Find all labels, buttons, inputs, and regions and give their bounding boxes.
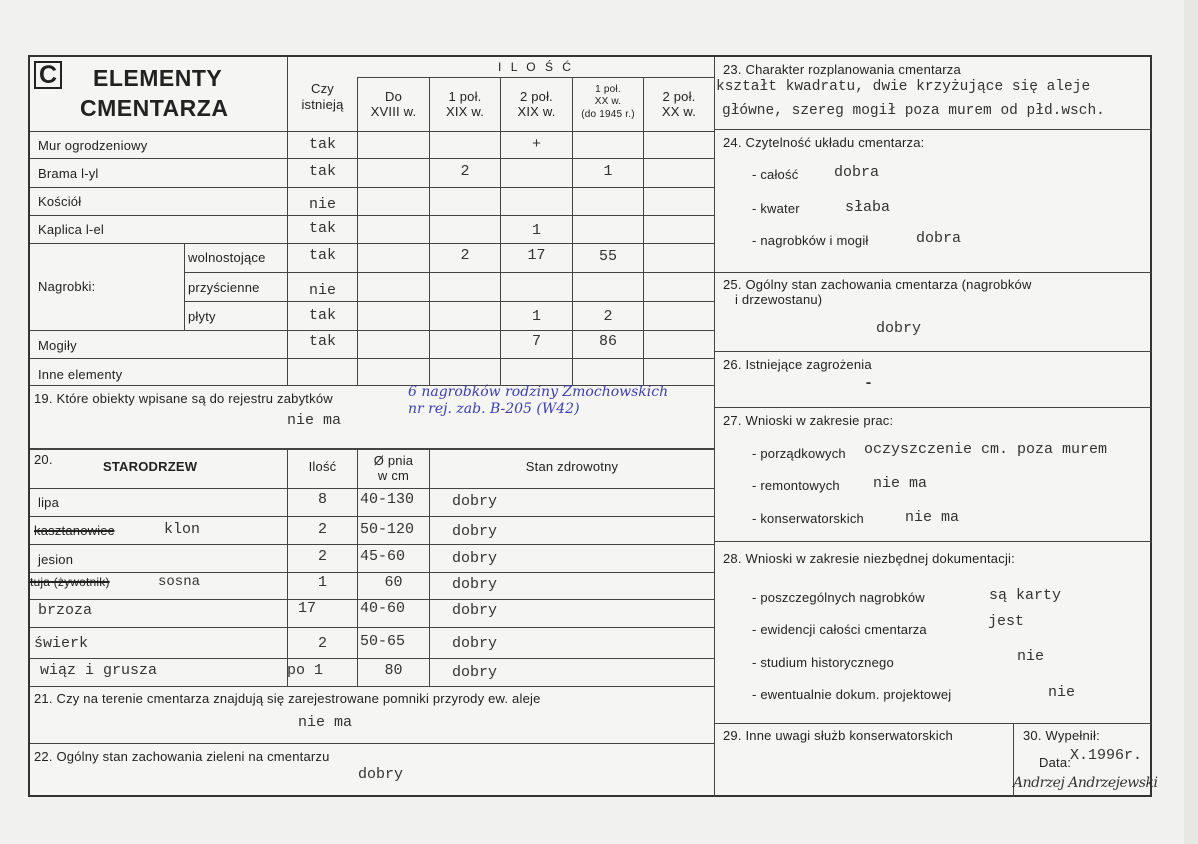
header-istnieja: istnieją (301, 97, 344, 112)
grid-line (30, 544, 714, 545)
s29-label: 29. Inne uwagi służb konserwatorskich (723, 728, 953, 743)
wolnostojace-count: 17 (527, 247, 546, 264)
s20-col-stan: Stan zdrowotny (525, 459, 619, 474)
grid-line (30, 215, 714, 216)
tree-name-typed: sosna (158, 574, 201, 590)
grid-line (30, 330, 714, 331)
s21-label: 21. Czy na terenie cmentarza znajdują się zarejestrowane pomniki przyrody ew. aleje (34, 691, 541, 706)
tree-count: 2 (317, 521, 327, 538)
period-label: 2 poł. (519, 89, 553, 104)
grid-line (30, 131, 714, 132)
grid-line (714, 351, 1152, 352)
grid-line (184, 301, 714, 302)
tree-diameter: 40-130 (360, 491, 415, 508)
s25-label: 25. Ogólny stan zachowania cmentarza (nagrobków (723, 277, 1032, 292)
s24-item-label: - całość (752, 167, 799, 182)
title-line-1: ELEMENTY (93, 65, 223, 91)
plyty-count: 1 (531, 308, 541, 325)
s24-item-label: - kwater (752, 201, 800, 216)
grid-line (714, 723, 1152, 724)
s24-item-label: - nagrobków i mogił (752, 233, 869, 248)
plyty-count: 2 (603, 308, 613, 325)
grid-line (30, 358, 714, 359)
grid-line (30, 187, 714, 188)
s27-item-label: - porządkowych (752, 446, 846, 461)
row-label-inne: Inne elementy (38, 367, 123, 382)
tree-diameter: 50-65 (360, 633, 406, 650)
s30-date: X.1996r. (1070, 747, 1143, 764)
s20-col-pnia: Ø pnia (373, 453, 414, 468)
tree-diameter: 50-120 (360, 521, 415, 538)
grid-line (714, 541, 1152, 542)
grid-line (30, 158, 714, 159)
grid-line (357, 77, 358, 385)
grid-line (714, 407, 1152, 408)
tree-count: 2 (317, 635, 327, 652)
tree-count: 1 (317, 574, 327, 591)
tree-state: dobry (452, 493, 498, 510)
grid-line (30, 658, 714, 659)
period-label: 2 poł. (662, 89, 696, 104)
s23-line1: kształt kwadratu, dwie krzyżujące się aleje (716, 79, 1091, 95)
period-label: XIX w. (445, 104, 485, 119)
plyty-exists: tak (308, 307, 336, 324)
period-label: 1 poł. (448, 89, 482, 104)
s26-value: - (864, 375, 874, 392)
s28-item-label: - ewentualnie dokum. projektowej (752, 687, 952, 702)
s25-value: dobry (876, 320, 922, 337)
grid-line (30, 572, 714, 573)
s19-value: nie ma (287, 412, 342, 429)
tree-diameter: 45-60 (360, 548, 406, 565)
title-line-2: CMENTARZA (80, 95, 229, 121)
tree-diameter: 40-60 (360, 600, 406, 617)
s28-item-value: są karty (989, 587, 1062, 604)
s24-item-value: dobra (916, 230, 962, 247)
tree-count: 8 (317, 491, 327, 508)
s19-handwritten-line1: 6 nagrobków rodziny Zmochowskich (408, 384, 669, 400)
s27-item-value: oczyszczenie cm. poza murem (864, 441, 1108, 458)
tree-diameter: 80 (384, 662, 403, 679)
tree-name: świerk (34, 635, 89, 652)
grid-line (184, 243, 185, 330)
period-label: (do 1945 r.) (581, 109, 635, 120)
s23-line2: główne, szereg mogił poza murem od płd.wsch. (722, 103, 1105, 119)
s19-label: 19. Które obiekty wpisane są do rejestru zabytków (34, 391, 333, 406)
s20-number: 20. (34, 452, 53, 467)
s21-value: nie ma (298, 714, 353, 731)
header-ilosc: I L O Ś Ć (498, 60, 574, 74)
row-label-nagrobki: Nagrobki: (38, 279, 96, 294)
grid-line (714, 129, 1152, 130)
row-label-mogily: Mogiły (38, 338, 77, 353)
tree-name-struck: kasztanowiec (34, 523, 115, 538)
wolnostojace-exists: tak (308, 247, 336, 264)
tree-name-struck: tuja (żywotnik) (30, 575, 110, 589)
przyscienne-exists: nie (308, 282, 336, 299)
s22-value: dobry (358, 766, 404, 783)
period-label: Do (384, 89, 403, 104)
page-edge (1184, 0, 1198, 844)
s26-label: 26. Istniejące zagrożenia (723, 357, 872, 372)
grid-line (30, 243, 714, 244)
kosciol-exists: nie (308, 196, 336, 213)
grid-line (184, 272, 714, 273)
grid-line (30, 627, 714, 628)
tree-diameter: 60 (384, 574, 403, 591)
grid-line (30, 448, 714, 450)
s27-item-value: nie ma (905, 509, 960, 526)
wolnostojace-count: 2 (460, 247, 470, 264)
tree-state: dobry (452, 664, 498, 681)
s19-handwritten-line2: nr rej. zab. B-205 (W42) (408, 401, 580, 417)
grid-line (429, 448, 430, 686)
row-label-przyscienne: przyścienne (188, 280, 260, 295)
record-card (28, 55, 1158, 797)
mur-count: + (531, 136, 541, 153)
s23-label: 23. Charakter rozplanowania cmentarza (723, 62, 961, 77)
kaplica-count: 1 (531, 222, 541, 239)
s22-label: 22. Ogólny stan zachowania zieleni na cmentarzu (34, 749, 330, 764)
period-label: XX w. (661, 104, 697, 119)
s28-item-value: jest (988, 613, 1025, 630)
row-label-mur: Mur ogrodzeniowy (38, 138, 148, 153)
tree-name: wiąz i grusza (40, 662, 158, 679)
s30-label: 30. Wypełnił: (1023, 728, 1100, 743)
grid-line (357, 77, 714, 78)
row-label-kosciol: Kościół (38, 194, 82, 209)
signature: Andrzej Andrzejewski (1013, 775, 1158, 791)
mogily-count: 86 (598, 333, 617, 350)
s28-item-value: nie (1017, 648, 1045, 665)
section-letter-logo: C (34, 61, 62, 89)
header-czy: Czy (311, 81, 334, 96)
s24-item-value: dobra (834, 164, 880, 181)
tree-state: dobry (452, 523, 498, 540)
s27-item-label: - remontowych (752, 478, 840, 493)
tree-state: dobry (452, 576, 498, 593)
s28-label: 28. Wnioski w zakresie niezbędnej dokumentacji: (723, 551, 1015, 566)
row-label-plyty: płyty (188, 309, 216, 324)
tree-name: jesion (38, 552, 74, 567)
tree-count: 2 (317, 548, 327, 565)
s20-col-ilosc: Ilość (308, 459, 337, 474)
s27-item-value: nie ma (873, 475, 928, 492)
s24-item-value: słaba (845, 199, 891, 216)
row-label-brama: Brama l-yl (38, 166, 99, 181)
s20-col-pnia: w cm (377, 468, 410, 483)
s20-title: STARODRZEW (103, 459, 198, 474)
s27-item-label: - konserwatorskich (752, 511, 864, 526)
tree-count: po 1 (287, 662, 324, 679)
mogily-count: 7 (531, 333, 541, 350)
s28-item-value: nie (1048, 684, 1076, 701)
grid-line (30, 686, 714, 687)
row-label-kaplica: Kaplica l-el (38, 222, 104, 237)
tree-name: brzoza (38, 602, 93, 619)
s25-label-line2: i drzewostanu) (735, 292, 823, 307)
brama-exists: tak (308, 163, 336, 180)
s24-label: 24. Czytelność układu cmentarza: (723, 135, 925, 150)
kaplica-exists: tak (308, 220, 336, 237)
row-label-wolnostojace: wolnostojące (188, 250, 266, 265)
grid-line (429, 77, 430, 385)
brama-count: 2 (460, 163, 470, 180)
grid-line (30, 743, 714, 744)
period-label: XVIII w. (370, 104, 417, 119)
tree-name-typed: klon (164, 521, 201, 538)
s28-item-label: - studium historycznego (752, 655, 894, 670)
grid-line (643, 77, 644, 385)
grid-line (714, 272, 1152, 273)
brama-count: 1 (603, 163, 613, 180)
s28-item-label: - poszczególnych nagrobków (752, 590, 925, 605)
grid-line (714, 57, 715, 797)
s28-item-label: - ewidencji całości cmentarza (752, 622, 927, 637)
period-label: 1 poł. (595, 84, 621, 95)
grid-line (30, 516, 714, 517)
period-label: XX w. (594, 96, 622, 107)
tree-state: dobry (452, 602, 498, 619)
s30-data-label: Data: (1039, 755, 1072, 770)
wolnostojace-count: 55 (598, 248, 617, 265)
grid-line (357, 448, 358, 686)
tree-name: lipa (38, 495, 60, 510)
mogily-exists: tak (308, 333, 336, 350)
s27-label: 27. Wnioski w zakresie prac: (723, 413, 894, 428)
tree-state: dobry (452, 550, 498, 567)
mur-exists: tak (308, 136, 336, 153)
grid-line (30, 488, 714, 489)
tree-count: 17 (298, 600, 317, 617)
period-label: XIX w. (517, 104, 556, 119)
tree-state: dobry (452, 635, 498, 652)
